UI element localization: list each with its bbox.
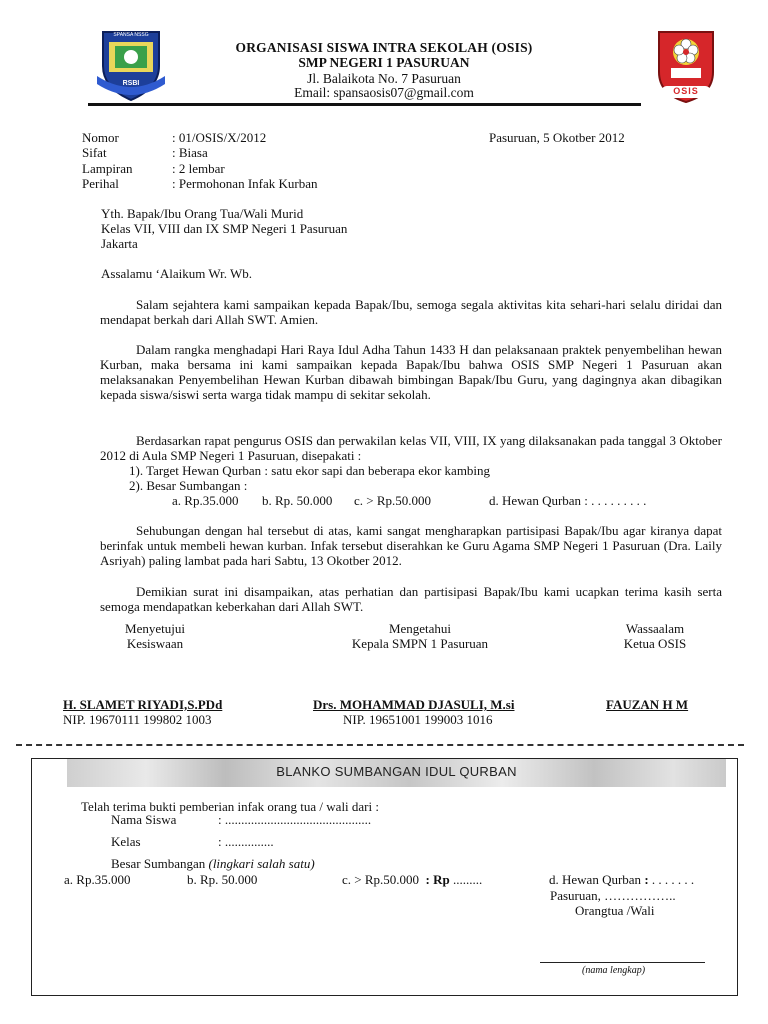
- form-name-hint: (nama lengkap): [582, 965, 646, 976]
- form-title-banner: [67, 759, 726, 787]
- donation-option-b: b. Rp. 50.000: [262, 493, 333, 508]
- left-logo-top-text: SPANSA NSSG: [113, 32, 149, 38]
- form-nama-field[interactable]: : .............................................: [218, 812, 372, 827]
- closing-wassalam: Wassaalam: [625, 621, 685, 636]
- form-besar-label: Besar Sumbangan (lingkari salah satu): [111, 856, 315, 871]
- signer-1-role-line-1: Menyetujui: [125, 621, 185, 636]
- address-line-1: Yth. Bapak/Ibu Orang Tua/Wali Murid: [101, 206, 304, 221]
- agreement-item-1: 1). Target Hewan Qurban : satu ekor sapi dan beberapa ekor kambing: [129, 463, 491, 478]
- header-address: Jl. Balaikota No. 7 Pasuruan: [307, 71, 461, 86]
- form-besar-note: (lingkari salah satu): [208, 856, 315, 871]
- right-logo-text: OSIS: [673, 86, 699, 96]
- header-email: Email: spansaosis07@gmail.com: [294, 85, 474, 100]
- left-logo-bottom-text: RSBI: [122, 80, 140, 87]
- form-nama-label: Nama Siswa: [111, 812, 177, 827]
- form-signer-label: Orangtua /Wali: [575, 903, 655, 918]
- letter-date: Pasuruan, 5 Okotber 2012: [489, 130, 625, 145]
- sifat-value: : Biasa: [172, 145, 208, 160]
- signer-1-nip: NIP. 19670111 199802 1003: [63, 712, 212, 727]
- perihal-value: : Permohonan Infak Kurban: [172, 176, 318, 191]
- address-line-3: Jakarta: [101, 236, 138, 251]
- form-option-c-rp: : Rp: [425, 872, 450, 887]
- form-intro: Telah terima bukti pemberian infak orang tua / wali dari :: [81, 799, 379, 814]
- donation-option-d: d. Hewan Qurban : . . . . . . . . .: [489, 493, 647, 508]
- signer-2-name: Drs. MOHAMMAD DJASULI, M.si: [313, 697, 515, 712]
- form-title: BLANKO SUMBANGAN IDUL QURBAN: [276, 764, 517, 779]
- sifat-label: Sifat: [82, 145, 107, 160]
- form-option-a[interactable]: a. Rp.35.000: [64, 872, 131, 887]
- lampiran-value: : 2 lembar: [172, 161, 225, 176]
- paragraph-5: Demikian surat ini disampaikan, atas perhatian dan partisipasi Bapak/Ibu kami ucapkan terima kasih serta semoga mendapatkan keberkahan dari Allah SWT.: [100, 584, 722, 614]
- address-line-2: Kelas VII, VIII dan IX SMP Negeri 1 Pasuruan: [101, 221, 348, 236]
- nomor-label: Nomor: [82, 130, 119, 145]
- header-school-name: SMP NEGERI 1 PASURUAN: [298, 55, 470, 70]
- header-rule: [88, 103, 641, 106]
- header-org-name: ORGANISASI SISWA INTRA SEKOLAH (OSIS): [235, 40, 533, 55]
- greeting: Assalamu ‘Alaikum Wr. Wb.: [101, 266, 253, 281]
- signer-3-name: FAUZAN H M: [606, 697, 689, 712]
- form-kelas-label: Kelas: [111, 834, 141, 849]
- nomor-value: : 01/OSIS/X/2012: [172, 130, 267, 145]
- signer-2-role-line-1: Mengetahui: [388, 621, 452, 636]
- paragraph-1: Salam sejahtera kami sampaikan kepada Bapak/Ibu, semoga segala aktivitas kita sehari-hari selalu diridai dan mendapat berkah dari Allah SWT. Amien.: [100, 297, 722, 327]
- cut-line: [16, 744, 744, 746]
- form-option-b[interactable]: b. Rp. 50.000: [187, 872, 258, 887]
- lampiran-label: Lampiran: [82, 161, 133, 176]
- donation-option-c: c. > Rp.50.000: [354, 493, 432, 508]
- agreement-item-2: 2). Besar Sumbangan :: [129, 478, 248, 493]
- signer-3-role: Ketua OSIS: [623, 636, 687, 651]
- form-signature-line[interactable]: [540, 962, 705, 963]
- signer-2-nip: NIP. 19651001 199003 1016: [343, 712, 493, 727]
- perihal-label: Perihal: [82, 176, 119, 191]
- form-place-date[interactable]: Pasuruan, ……………..: [550, 888, 676, 903]
- paragraph-3: Berdasarkan rapat pengurus OSIS dan perwakilan kelas VII, VIII, IX yang dilaksanakan pada tanggal 3 Oktober 2012 di Aula SMP Negeri 1 Pasuruan, disepakati :: [100, 433, 722, 463]
- paragraph-4: Sehubungan dengan hal tersebut di atas, kami sangat mengharapkan partisipasi Bapak/Ibu agar kiranya dapat berinfak untuk membeli hewan kurban. Infak tersebut diserahkan ke Guru Agama SMP Negeri 1 Pasuruan (Dra. Laily Asriyah) paling lambat pada hari Sabtu, 13 Okotber 2012.: [100, 523, 722, 568]
- form-option-d[interactable]: d. Hewan Qurban : . . . . . . .: [549, 872, 695, 887]
- signer-1-name: H. SLAMET RIYADI,S.PDd: [63, 697, 223, 712]
- paragraph-2: Dalam rangka menghadapi Hari Raya Idul Adha Tahun 1433 H dan pelaksanaan praktek penyembelihan hewan Kurban, maka bersama ini kami sampaikan kepada Bapak/Ibu bahwa OSIS SMP Negeri 1 Pasuruan akan melaksanakan Penyembelihan Hewan Kurban dibawah bimbingan Bapak/Ibu Guru, yang dagingnya akan dibagikan kepada siswa/siswi serta warga tidak mampu di sekitar sekolah.: [100, 342, 722, 402]
- form-option-c[interactable]: c. > Rp.50.000 : Rp .........: [342, 872, 483, 887]
- signer-1-role-line-2: Kesiswaan: [126, 636, 184, 651]
- signer-2-role-line-2: Kepala SMPN 1 Pasuruan: [351, 636, 489, 651]
- form-kelas-field[interactable]: : ...............: [218, 834, 274, 849]
- donation-option-a: a. Rp.35.000: [172, 493, 239, 508]
